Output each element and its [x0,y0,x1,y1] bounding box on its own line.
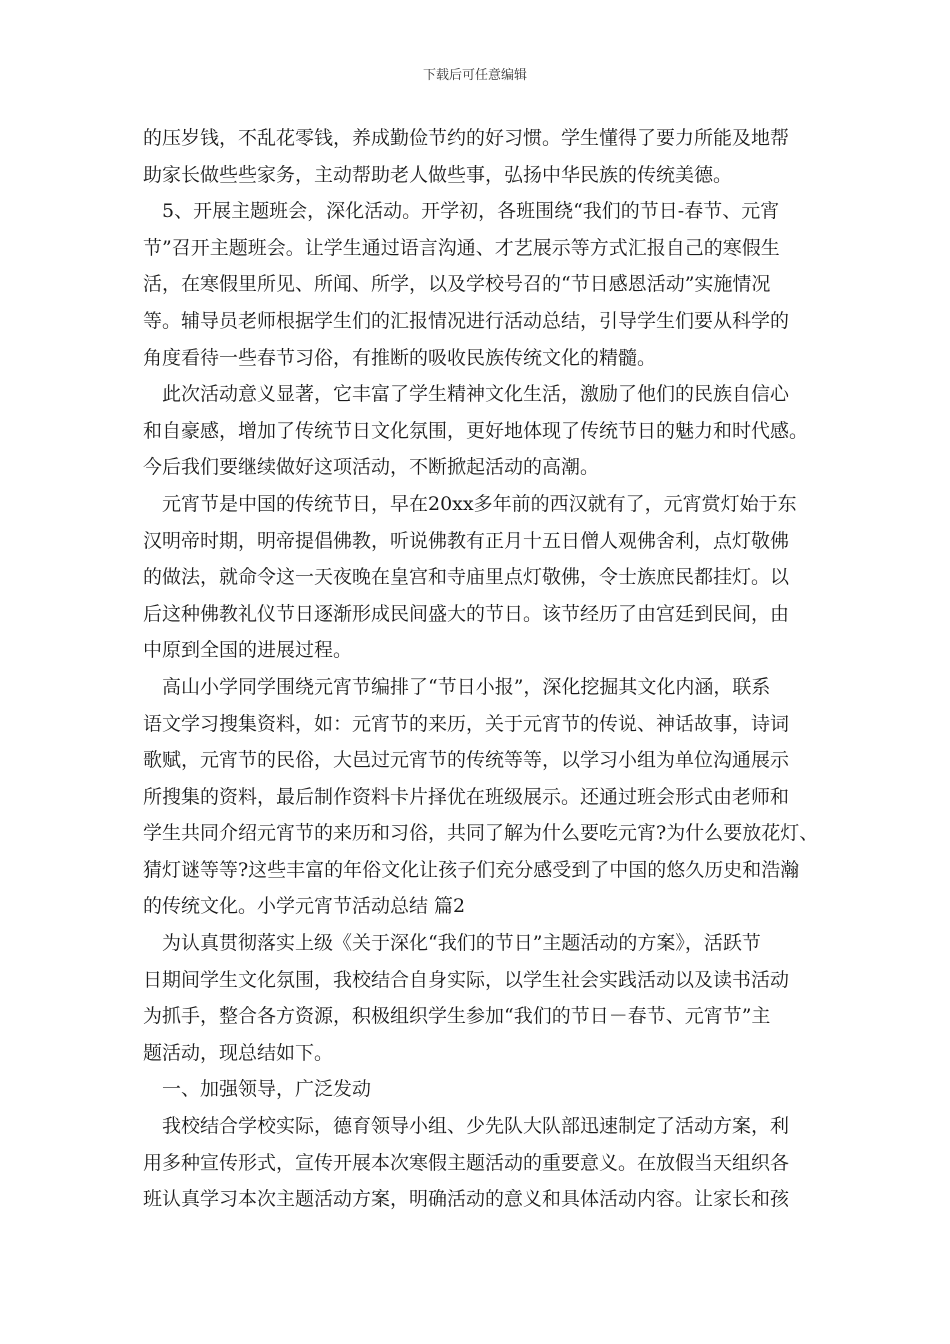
text-line: 元宵节是中国的传统节日，早在20xx多年前的西汉就有了，元宵赏灯始于东 [162,492,797,515]
text-line: 和自豪感，增加了传统节日文化氛围，更好地体现了传统节日的魅力和时代感。 [143,419,809,442]
text-line: 的传统文化。小学元宵节活动总结 篇2 [143,895,466,918]
text-line: 用多种宣传形式，宣传开展本次寒假主题活动的重要意义。在放假当天组织各 [143,1151,790,1174]
text-line: 今后我们要继续做好这项活动，不断掀起活动的高潮。 [143,456,600,479]
text-line: 我校结合学校实际，德育领导小组、少先队大队部迅速制定了活动方案，利 [162,1115,790,1138]
text-line: 题活动，现总结如下。 [143,1041,334,1064]
text-line: 猜灯谜等等?这些丰富的年俗文化让孩子们充分感受到了中国的悠久历史和浩瀚 [143,858,800,881]
text-line: 高山小学同学围绕元宵节编排了“节日小报”，深化挖掘其文化内涵，联系 [162,675,771,698]
text-line: 活，在寒假里所见、所闻、所学，以及学校号召的“节日感恩活动”实施情况 [143,273,771,296]
text-line: 班认真学习本次主题活动方案，明确活动的意义和具体活动内容。让家长和孩 [143,1188,790,1211]
text-line: 所搜集的资料，最后制作资料卡片择优在班级展示。还通过班会形式由老师和 [143,785,790,808]
text-line: 此次活动意义显著，它丰富了学生精神文化生活，激励了他们的民族自信心 [162,383,790,406]
text-line: 角度看待一些春节习俗，有推断的吸收民族传统文化的精髓。 [143,346,657,369]
text-line: 节”召开主题班会。让学生通过语言沟通、才艺展示等方式汇报自己的寒假生 [143,236,780,259]
text-line: 学生共同介绍元宵节的来历和习俗，共同了解为什么要吃元宵?为什么要放花灯、 [143,822,819,845]
text-line: 助家长做些些家务，主动帮助老人做些事，弘扬中华民族的传统美德。 [143,163,733,186]
text-line: 为认真贯彻落实上级《关于深化“我们的节日”主题活动的方案》，活跃节 [162,932,761,955]
text-line: 的压岁钱，不乱花零钱，养成勤俭节约的好习惯。学生懂得了要力所能及地帮 [143,127,790,149]
document-body [143,120,819,1218]
section-heading: 一、加强领导，广泛发动 [162,1078,372,1101]
text-line: 汉明帝时期，明帝提倡佛教，听说佛教有正月十五日僧人观佛舍利，点灯敬佛 [143,529,790,552]
text-line: 为抓手，整合各方资源，积极组织学生参加“我们的节日－春节、元宵节”主 [143,1005,771,1028]
text-line: 日期间学生文化氛围，我校结合自身实际，以学生社会实践活动以及读书活动 [143,968,790,991]
text-line: 歌赋，元宵节的民俗，大邑过元宵节的传统等等，以学习小组为单位沟通展示 [143,749,790,772]
text-line: 等。辅导员老师根据学生们的汇报情况进行活动总结，引导学生们要从科学的 [143,309,790,332]
text-line: 语文学习搜集资料，如：元宵节的来历，关于元宵节的传说、神话故事，诗词 [143,712,790,735]
text-line: 的做法，就命令这一天夜晚在皇宫和寺庙里点灯敬佛，令士族庶民都挂灯。以 [143,566,790,589]
text-line: 后这种佛教礼仪节日逐渐形成民间盛大的节日。该节经历了由宫廷到民间，由 [143,602,790,625]
text-line: 5、开展主题班会，深化活动。开学初，各班围绕“我们的节日-春节、元宵 [162,200,780,223]
page-header-note: 下载后可任意编辑 [422,68,527,83]
text-line: 中原到全国的进展过程。 [143,639,353,662]
